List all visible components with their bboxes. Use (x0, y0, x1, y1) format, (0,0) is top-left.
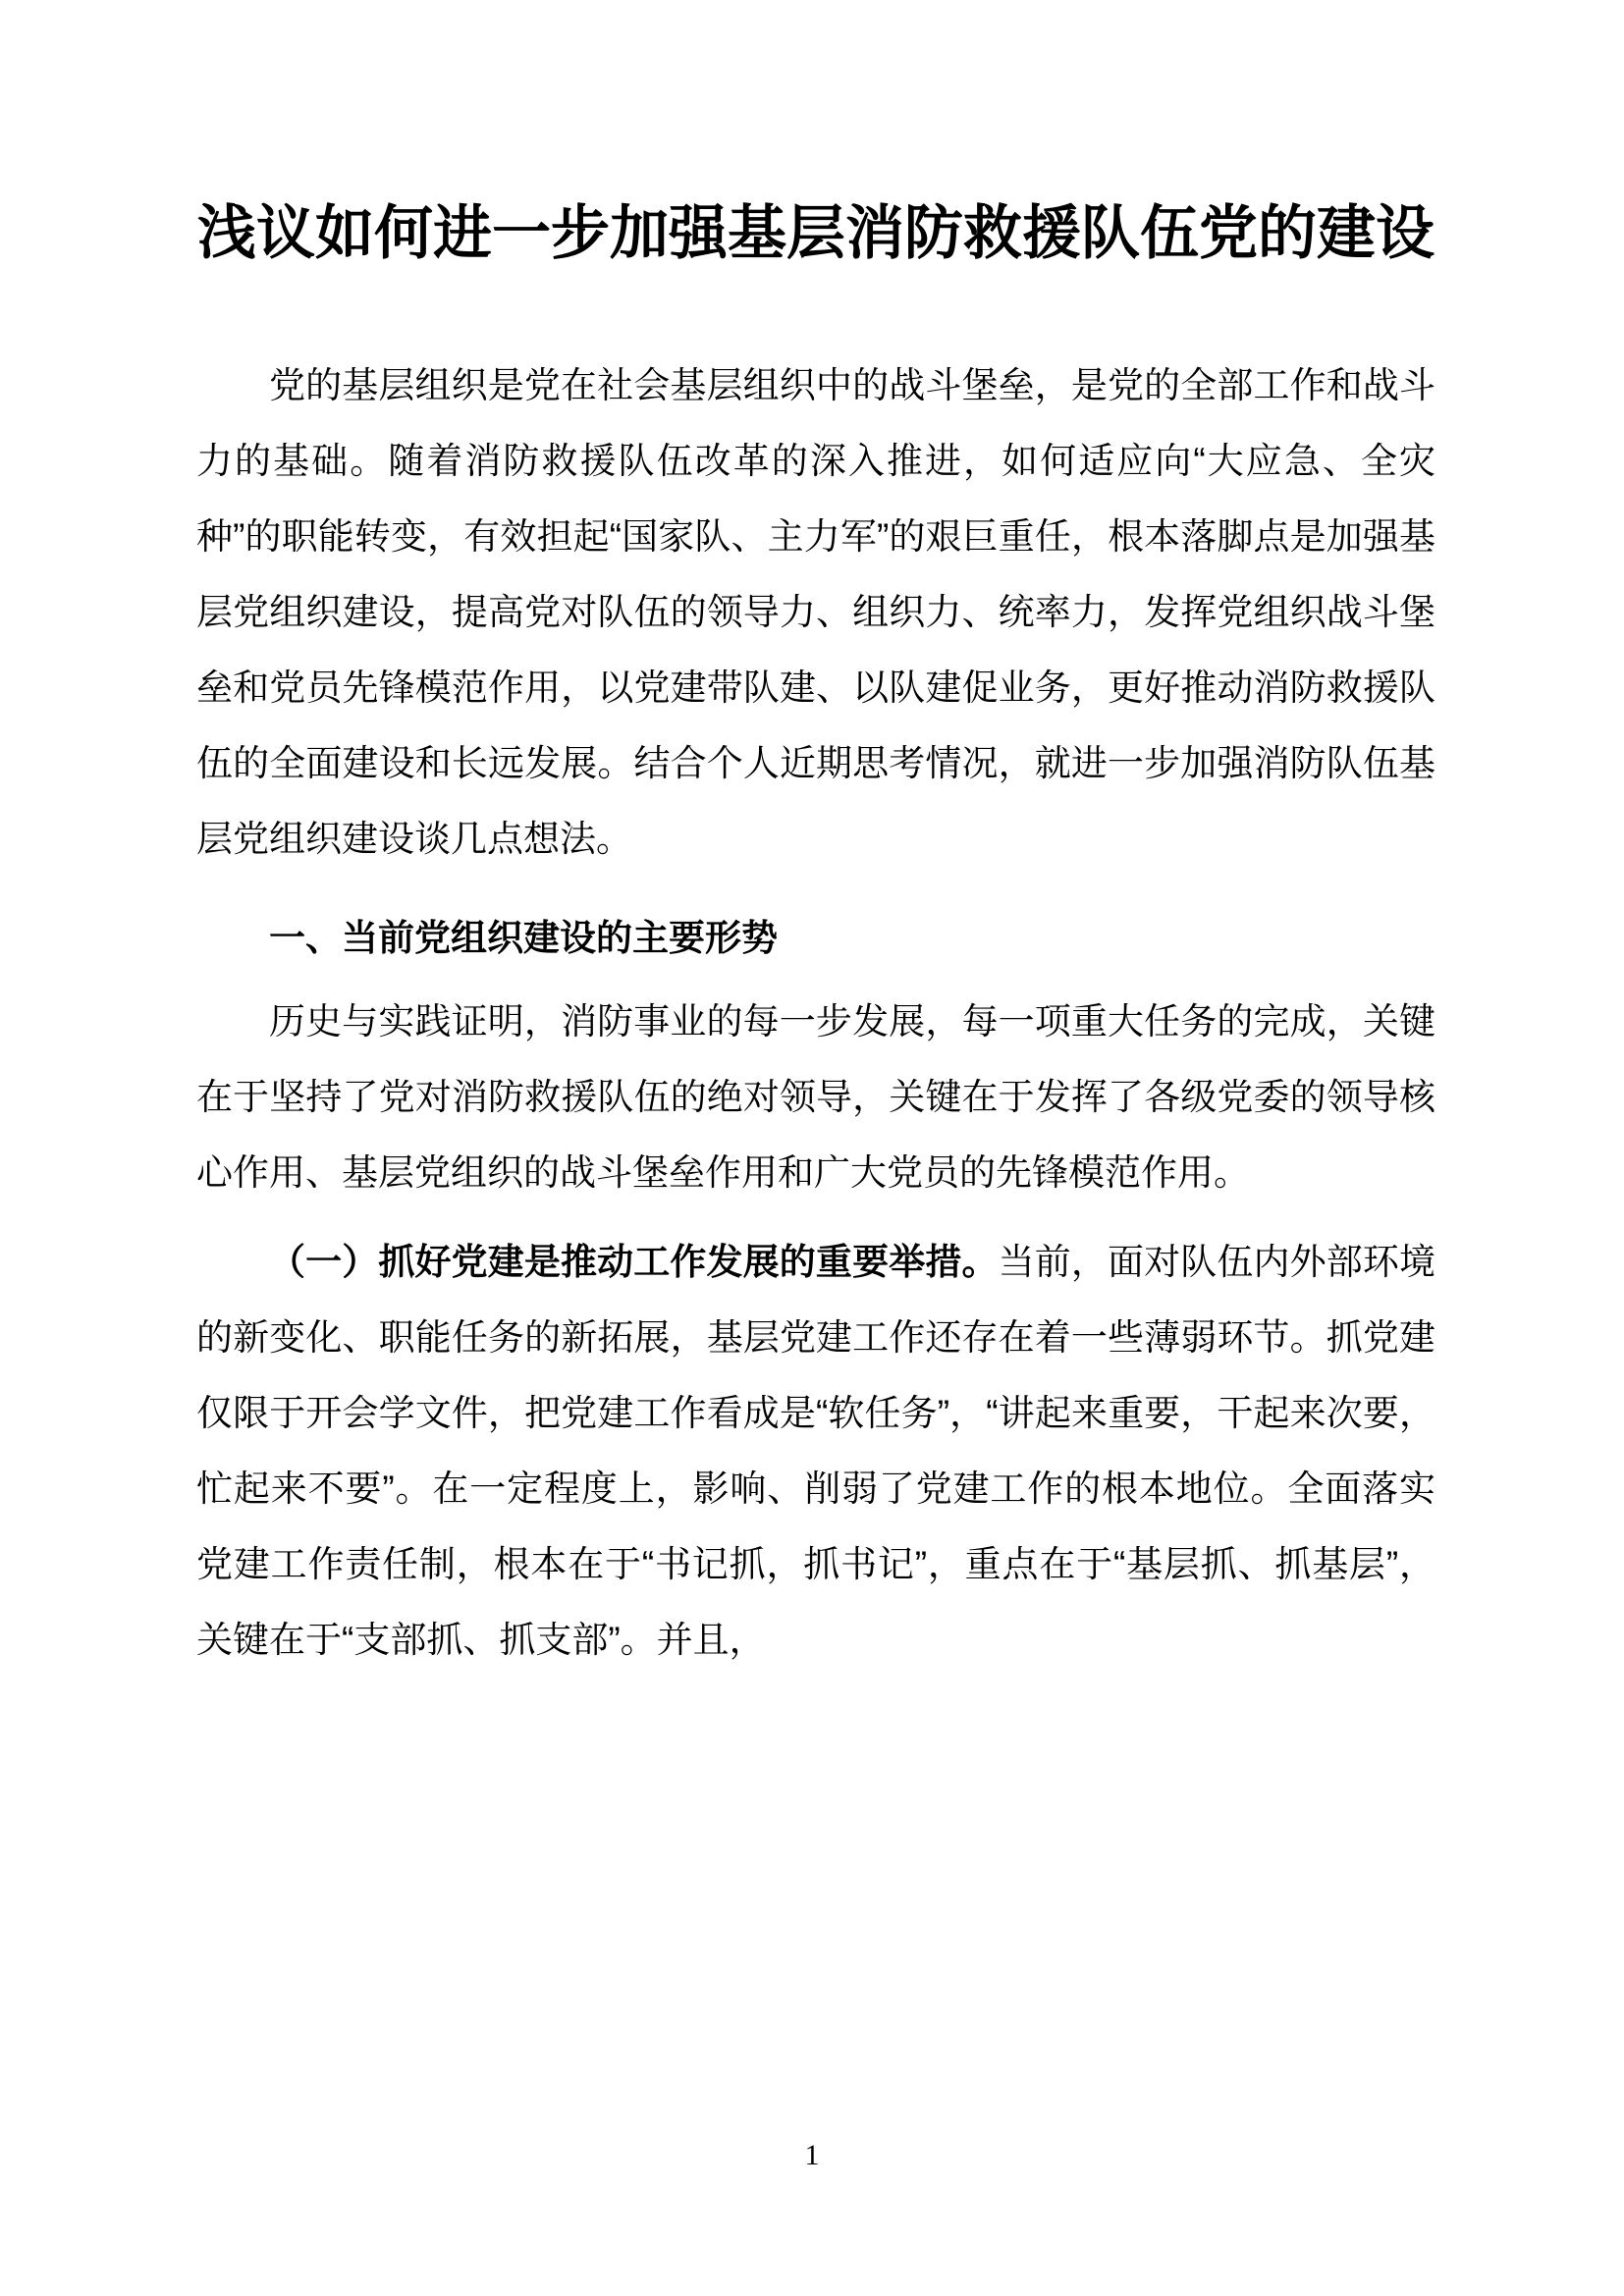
heading-spacer (196, 976, 1435, 984)
subsection-lead-1: （一）抓好党建是推动工作发展的重要举措。 (269, 1242, 999, 1282)
subsection-body-1: 当前，面对队伍内外部环境的新变化、职能任务的新拓展，基层党建工作还存在着一些薄弱环节。抓党建仅限于开会学文件，把党建工作看成是“软任务”，“讲起来重要，干起来次要，忙起来不要”。在一定程度上，影响、削弱了党建工作的根本地位。全面落实党建工作责任制，根本在于“书记抓，抓书记”，重点在于“基层抓、抓基层”，关键在于“支部抓、抓支部”。并且， (196, 1242, 1436, 1660)
page-title: 浅议如何进一步加强基层消防救援队伍党的建设 (197, 200, 1435, 266)
paragraph-intro: 党的基层组织是党在社会基层组织中的战斗堡垒，是党的全部工作和战斗力的基础。随着消防救援队伍改革的深入推进，如何适应向“大应急、全灾种”的职能转变，有效担起“国家队、主力军”的艰巨重任，根本落脚点是加强基层党组织建设，提高党对队伍的领导力、组织力、统率力，发挥党组织战斗堡垒和党员先锋模范作用，以党建带队建、以队建促业务，更好推动消防救援队伍的全面建设和长远发展。结合个人近期思考情况，就进一步加强消防队伍基层党组织建设谈几点想法。 (196, 365, 1435, 859)
subsection-spacer (196, 1210, 1435, 1224)
paragraph-spacer (196, 877, 1435, 890)
paragraph-subsection-1 (196, 1224, 1435, 1678)
page-content (196, 0, 1435, 1678)
page-number: 1 (804, 2139, 820, 2171)
paragraph-history: 历史与实践证明，消防事业的每一步发展，每一项重大任务的完成，关键在于坚持了党对消防救援队伍的绝对领导，关键在于发挥了各级党委的领导核心作用、基层党组织的战斗堡垒作用和广大党员的先锋模范作用。 (196, 1001, 1435, 1193)
section-heading-1: 一、当前党组织建设的主要形势 (269, 918, 778, 958)
